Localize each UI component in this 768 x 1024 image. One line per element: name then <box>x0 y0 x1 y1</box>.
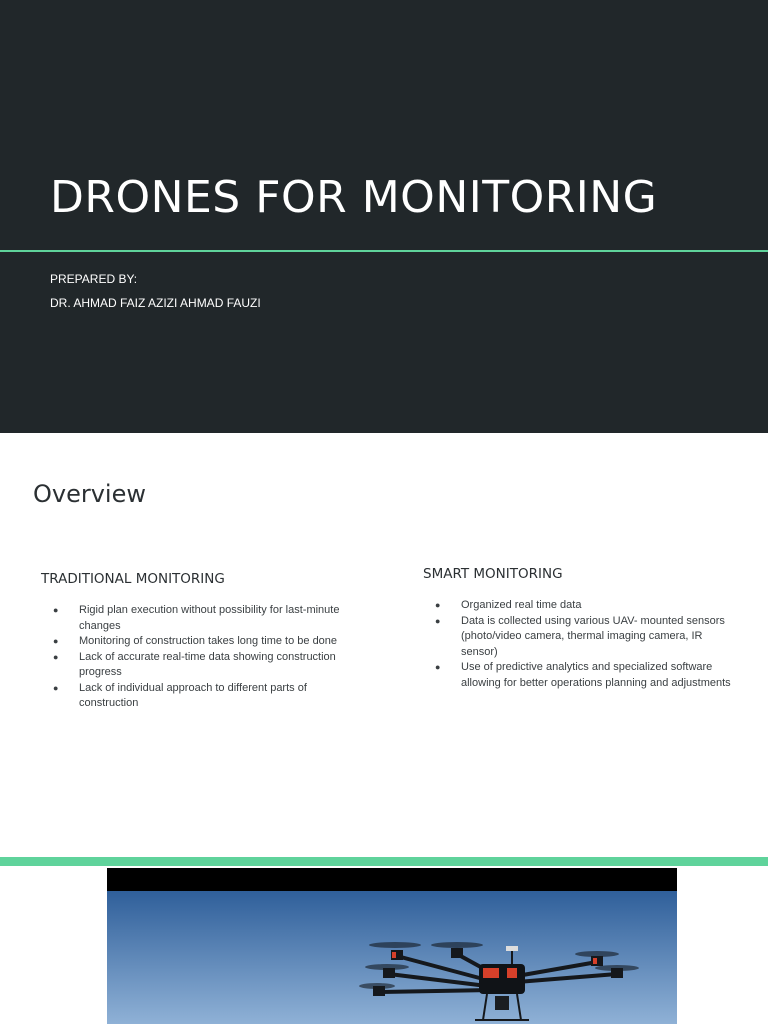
list-item-text: Organized real time data <box>461 599 582 611</box>
list-item <box>41 650 359 681</box>
traditional-monitoring-list <box>41 603 361 712</box>
overview-slide <box>0 433 768 857</box>
title-slide <box>0 0 768 433</box>
list-item <box>41 603 359 634</box>
list-item <box>423 614 737 661</box>
bullet-icon: ● <box>53 651 59 662</box>
bullet-icon: ● <box>53 636 59 646</box>
title-divider <box>0 250 768 252</box>
bullet-icon: ● <box>53 682 59 693</box>
list-item <box>41 634 359 650</box>
list-item-text: Lack of individual approach to different parts of construction <box>79 681 307 709</box>
list-item <box>41 681 359 712</box>
traditional-monitoring-title: TRADITIONAL MONITORING <box>41 571 225 587</box>
list-item-text: Monitoring of construction takes long time to be done <box>79 635 338 647</box>
list-item-text: Data is collected using various UAV- mounted sensors (photo/video camera, thermal imaging camera, IR sensor) <box>461 614 725 658</box>
list-item <box>423 660 737 691</box>
smart-monitoring-column <box>423 566 743 691</box>
traditional-monitoring-column <box>41 571 361 712</box>
author-name: DR. AHMAD FAIZ AZIZI AHMAD FAUZI <box>50 296 261 310</box>
slide-title: DRONES FOR MONITORING <box>50 172 658 223</box>
prepared-by-label: PREPARED BY: <box>50 272 138 286</box>
smart-monitoring-title: SMART MONITORING <box>423 566 563 582</box>
smart-monitoring-list <box>423 598 743 691</box>
drone-photo-slide <box>0 866 768 1024</box>
drone-photo <box>107 868 677 1024</box>
bullet-icon: ● <box>435 600 441 610</box>
slide-separator <box>0 857 768 866</box>
list-item-text: Use of predictive analytics and specialized software allowing for better operations planning and adjustments <box>461 661 731 689</box>
bullet-icon: ● <box>435 662 441 672</box>
list-item-text: Rigid plan execution without possibility for last-minute changes <box>79 604 340 632</box>
list-item <box>423 598 737 614</box>
bullet-icon: ● <box>53 605 59 615</box>
bullet-icon: ● <box>435 615 441 626</box>
drone-icon <box>107 868 677 1024</box>
list-item-text: Lack of accurate real-time data showing construction progress <box>79 650 336 678</box>
overview-heading: Overview <box>33 480 146 508</box>
